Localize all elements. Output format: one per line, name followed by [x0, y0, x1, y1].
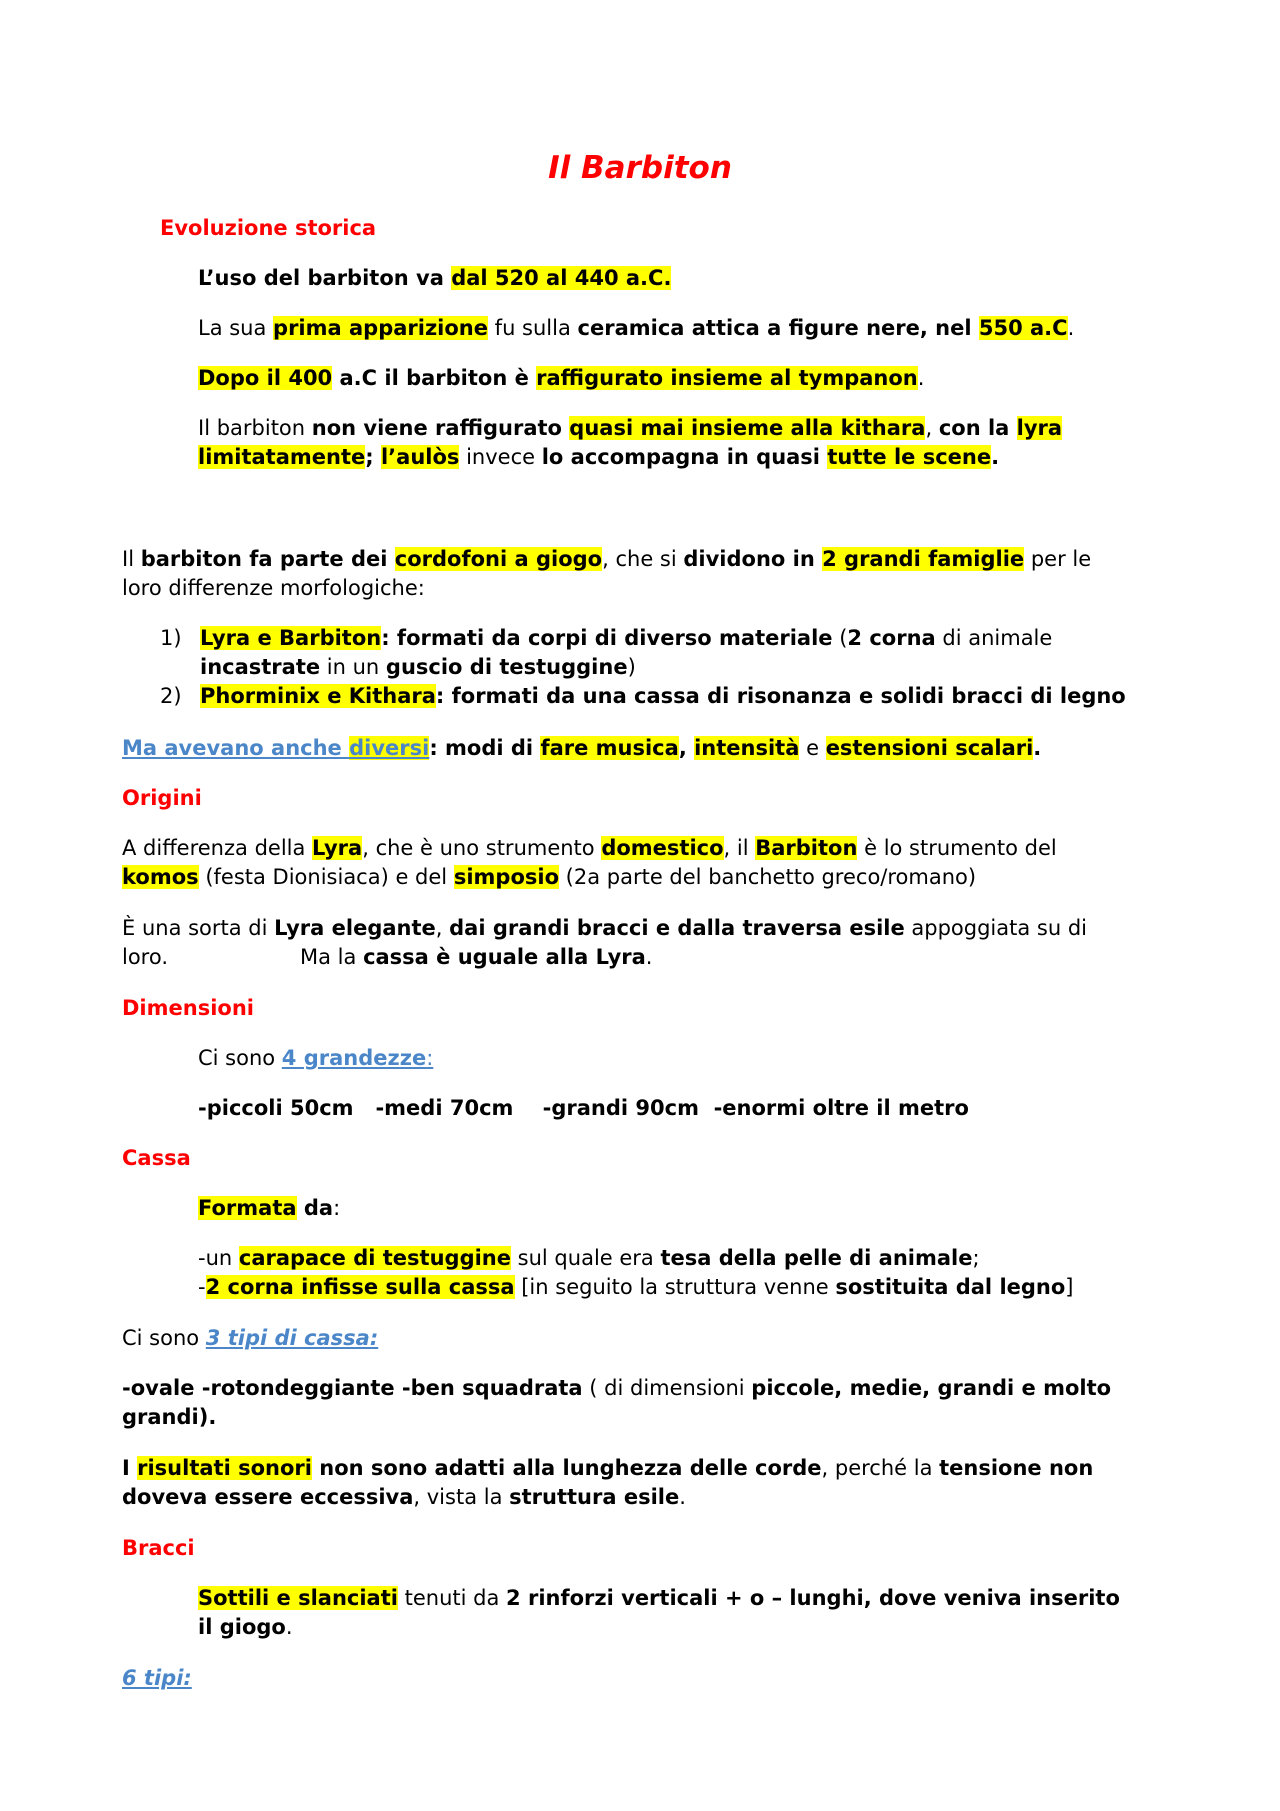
tipi-cassa-link[interactable]: 3 tipi di cassa: [205, 1326, 379, 1350]
evo-paragraph-3: Dopo il 400 a.C il barbiton è raffigurato insieme al tympanon. [198, 366, 925, 390]
evo-paragraph-2: La sua prima apparizione fu sulla ceramica attica a figure nere, nel 550 a.C. [198, 316, 1075, 340]
bracci-paragraph-2 [122, 1664, 1162, 1693]
origini-paragraph-1: A differenza della Lyra, che è uno strumento domestico, il Barbiton è lo strumento del komos (festa Dionisiaca) e del simposio (2a parte del banchetto greco/romano) [122, 836, 1057, 889]
page-title: Il Barbiton [548, 150, 732, 186]
evo-paragraph-4: Il barbiton non viene raffigurato quasi mai insieme alla kithara, con la lyra limitatamente; l’aulòs invece lo accompagna in quasi tutte le scene. [198, 416, 1063, 469]
diversi-paragraph: Ma avevano anche diversi: modi di fare musica, intensità e estensioni scalari. [122, 736, 1042, 760]
famiglie-list [160, 624, 1160, 711]
diversi-link[interactable]: Ma avevano anche diversi [122, 736, 430, 760]
heading-evoluzione: Evoluzione storica [160, 216, 377, 240]
list-item: 1) Lyra e Barbiton: formati da corpi di diverso materiale (2 corna di animale incastrate in un guscio di testuggine) [160, 626, 1053, 679]
cordofoni-paragraph: Il barbiton fa parte dei cordofoni a giogo, che si dividono in 2 grandi famiglie per le loro differenze morfologiche: [122, 547, 1092, 600]
heading-cassa: Cassa [122, 1146, 191, 1170]
sei-tipi-link[interactable]: 6 tipi: [122, 1666, 192, 1690]
evo-paragraph-1: L’uso del barbiton va dal 520 al 440 a.C. [198, 266, 672, 290]
cassa-paragraph-4: Ci sono 3 tipi di cassa: [122, 1326, 379, 1350]
cassa-paragraph-5: -ovale -rotondeggiante -ben squadrata ( di dimensioni piccole, medie, grandi e molto grandi). [122, 1376, 1112, 1429]
heading-dimensioni: Dimensioni [122, 996, 254, 1020]
heading-origini: Origini [122, 786, 202, 810]
cassa-paragraph-2: -un carapace di testuggine sul quale era tesa della pelle di animale; -2 corna infisse sulla cassa [in seguito la struttura venne sostituita dal legno] [198, 1246, 1074, 1299]
grandezze-link[interactable]: 4 grandezze [281, 1046, 427, 1070]
cassa-paragraph-1: Formata da: [198, 1196, 341, 1220]
dimensioni-paragraph-1: Ci sono 4 grandezze: [198, 1046, 434, 1070]
list-item: 2) Phorminix e Kithara: formati da una cassa di risonanza e solidi bracci di legno [160, 684, 1126, 708]
cassa-paragraph-6: I risultati sonori non sono adatti alla lunghezza delle corde, perché la tensione non doveva essere eccessiva, vista la struttura esile. [122, 1456, 1094, 1509]
bracci-paragraph-1: Sottili e slanciati tenuti da 2 rinforzi verticali + o – lunghi, dove veniva inserito il giogo. [198, 1586, 1120, 1639]
dimensioni-paragraph-2: -piccoli 50cm -medi 70cm -grandi 90cm -enormi oltre il metro [198, 1096, 969, 1120]
origini-paragraph-2: È una sorta di Lyra elegante, dai grandi bracci e dalla traversa esile appoggiata su di loro. Ma la cassa è uguale alla Lyra. [122, 916, 1088, 969]
heading-bracci: Bracci [122, 1536, 195, 1560]
